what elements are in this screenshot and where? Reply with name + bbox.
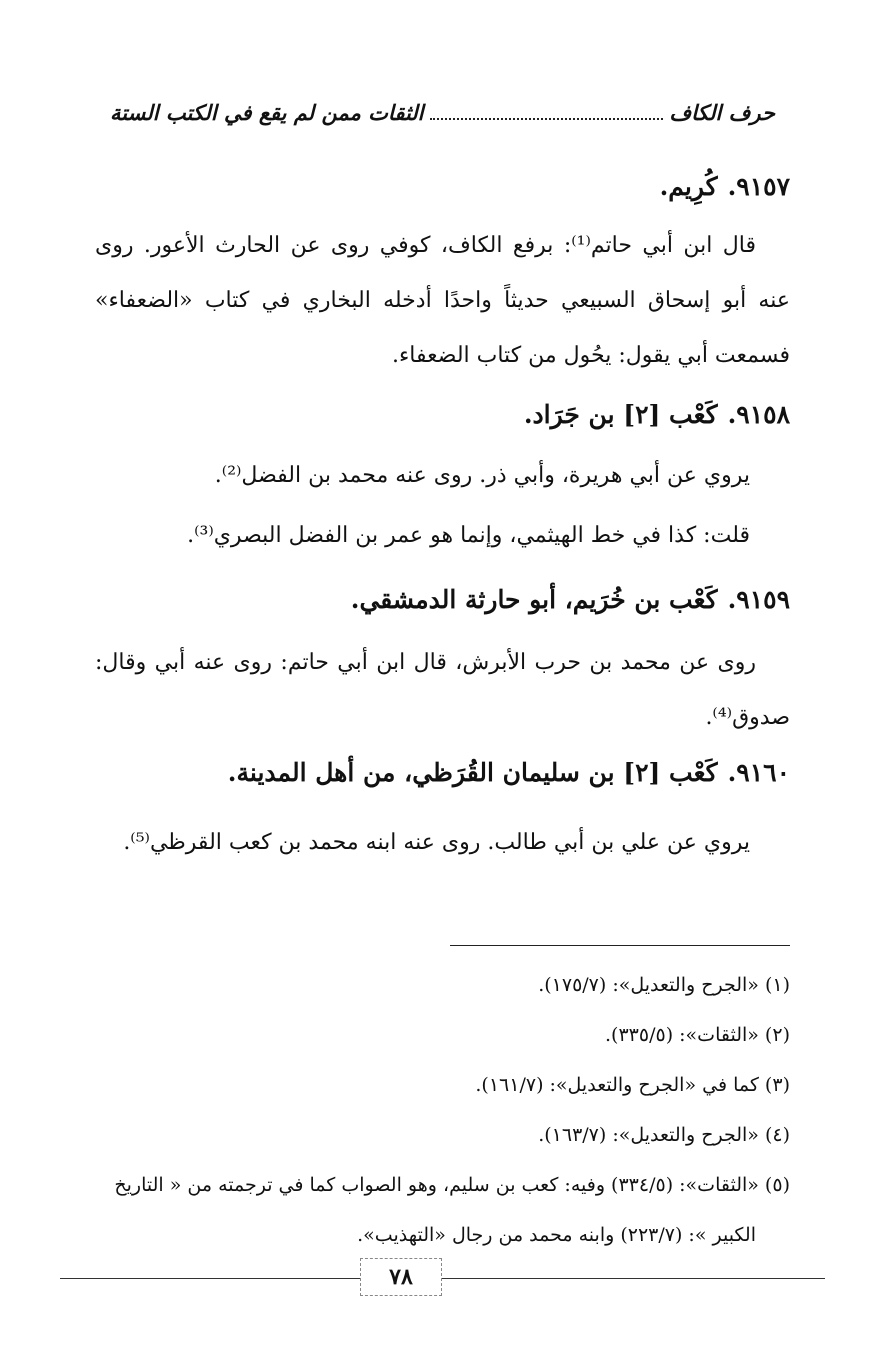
entry-text-9157: قال ابن أبي حاتم⁽¹⁾: برفع الكاف، كوفي روى عن الحارث الأعور. روى عنه أبو إسحاق السبيعي حديثاً واحدًا أدخله البخاري في كتاب «الضعفاء» فسمعت أبي يقول: يحُول من كتاب الضعفاء. [95,233,790,368]
running-head-book-title: الثقات ممن لم يقع في الكتب الستة [110,100,424,125]
entry-text-9159: روى عن محمد بن حرب الأبرش، قال ابن أبي حاتم: روى عنه أبي وقال: صدوق⁽⁴⁾. [95,650,790,730]
entry-number: ٩١٥٩. [727,585,790,614]
entry-text-9158-1: يروي عن أبي هريرة، وأبي ذر. روى عنه محمد بن الفضل⁽²⁾. [214,463,750,488]
entry-name: كَعْب بن خُرَيم، أبو حارثة الدمشقي. [350,585,718,614]
entry-name: كَعْب [٢] بن سليمان القُرَظي، من أهل المدينة. [227,758,718,787]
footnote-divider [450,945,790,946]
footnote-3: (٣) كما في «الجرح والتعديل»: (١٦١/٧). [475,1074,790,1096]
page-number: ٧٨ [360,1258,442,1296]
running-head-dots [430,104,664,120]
footnote-4: (٤) «الجرح والتعديل»: (١٦٣/٧). [538,1124,790,1146]
entry-title-9157 [95,172,790,201]
footnote-5: (٥) «الثقات»: (٣٣٤/٥) وفيه: كعب بن سليم، وهو الصواب كما في ترجمته من « التاريخ [114,1174,790,1196]
footnote-2: (٢) «الثقات»: (٣٣٥/٥). [605,1024,790,1046]
entry-number: ٩١٥٨. [727,400,790,429]
footnote-5-continued: الكبير »: (٢٢٣/٧) وابنه محمد من رجال «التهذيب». [357,1224,756,1246]
running-head [110,100,775,125]
entry-name: كُرِيم. [659,172,718,201]
running-head-chapter: حرف الكاف [669,100,775,125]
footnotes [75,960,790,1260]
page-bottom-rule [60,1278,825,1279]
entry-title-9159 [95,585,790,614]
entry-title-9158 [95,400,790,429]
entry-text-9160: يروي عن علي بن أبي طالب. روى عنه ابنه محمد بن كعب القرظي⁽⁵⁾. [123,830,750,855]
footnote-1: (١) «الجرح والتعديل»: (١٧٥/٧). [538,974,790,996]
entry-title-9160 [95,758,790,787]
entry-number: ٩١٦٠. [727,758,790,787]
entry-name: كَعْب [٢] بن جَرَاد. [523,400,718,429]
entry-text-9158-2: قلت: كذا في خط الهيثمي، وإنما هو عمر بن الفضل البصري⁽³⁾. [187,523,750,548]
entry-number: ٩١٥٧. [727,172,790,201]
